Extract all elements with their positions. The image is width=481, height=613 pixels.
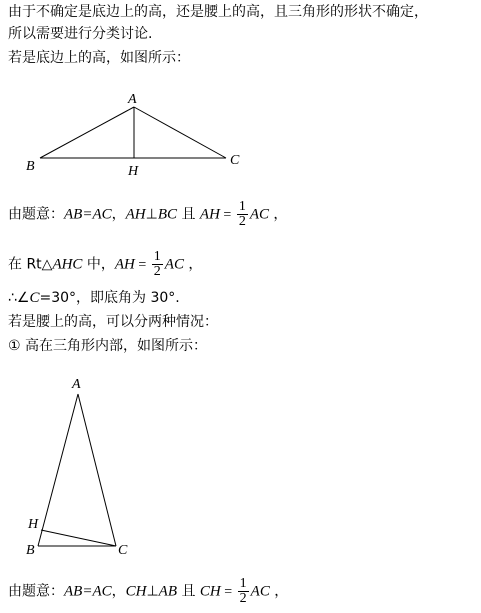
side-AC (78, 394, 116, 546)
intro-line-2: 所以需要进行分类讨论. (8, 26, 153, 42)
case-1-heading: ① 高在三角形内部，如图所示： (8, 338, 208, 354)
label-C: C (118, 543, 128, 557)
intro-line-1: 由于不确定是底边上的高，还是腰上的高，且三角形的形状不确定， (8, 4, 428, 20)
label-C: C (230, 153, 240, 168)
fraction-half: $\frac{1}{2}$ (239, 576, 247, 606)
side-AB (40, 107, 134, 158)
label-B: B (26, 159, 35, 174)
label-H: H (128, 164, 139, 179)
side-AB (38, 394, 78, 546)
label-B: B (26, 543, 35, 557)
label-H: H (28, 517, 39, 532)
figure-leg-altitude (20, 372, 150, 557)
side-AC (134, 107, 226, 158)
fraction-half: $\frac{1}{2}$ (238, 199, 246, 229)
figure-base-altitude (20, 90, 250, 180)
altitude-CH (41, 530, 116, 546)
label-A: A (128, 92, 137, 107)
fraction-half: $\frac{1}{2}$ (153, 249, 161, 279)
label-A: A (72, 377, 81, 392)
step-4: 由题意：AB=AC，CH⊥AB 且 CH = $\frac{1}{2}$ AC ， (8, 576, 289, 606)
intro-line-3: 若是底边上的高，如图所示： (8, 50, 190, 66)
step-3: ∴∠C=30°，即底角为 30°. (8, 290, 180, 306)
step-2: 在 Rt△AHC 中，AH = $\frac{1}{2}$ AC ， (8, 249, 203, 279)
step-1: 由题意：AB=AC，AH⊥BC 且 AH = $\frac{1}{2}$ AC ， (8, 199, 288, 229)
case-intro: 若是腰上的高，可以分两种情况： (8, 314, 218, 330)
